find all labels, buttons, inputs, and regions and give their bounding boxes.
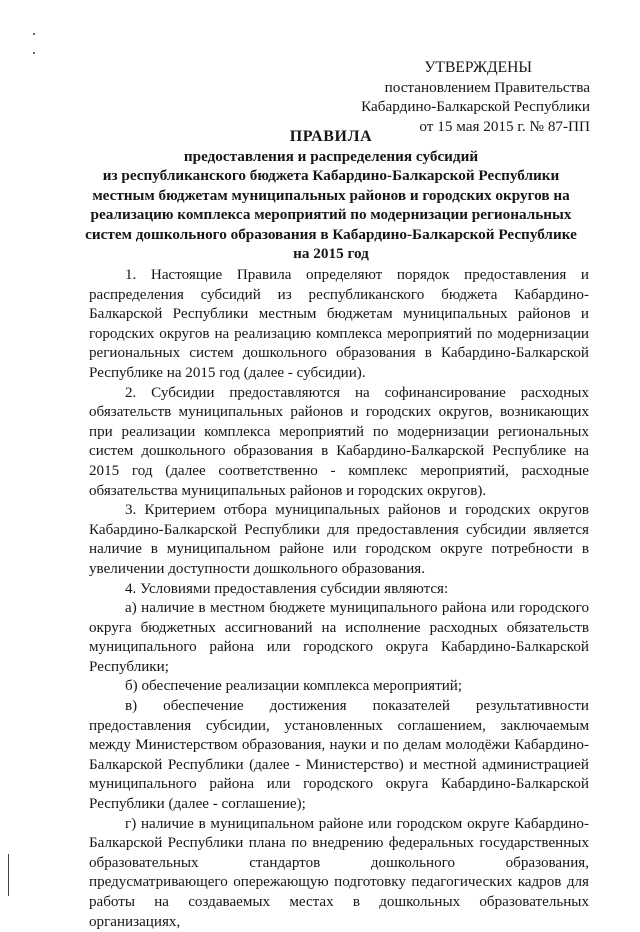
paragraph-4g: г) наличие в муниципальном районе или городском округе Кабардино-Балкарской Республики плана по внедрению федеральных государственных образовательных стандартов дошкольного образования, предусматривающего опережающую подготовку педагогических кадров для работы на создаваемых местах в дошкольных образовательных организациях, xyxy=(89,815,589,930)
paragraph-1: 1. Настоящие Правила определяют порядок предоставления и распределения субсидий из республиканского бюджета Кабардино-Балкарской Республики местным бюджетам муниципальных районов и городских округов на реализацию комплекса мероприятий по модернизации региональных систем дошкольного образования в Кабардино-Балкарской Республике на 2015 год (далее - субсидии). xyxy=(89,267,589,381)
approval-heading: УТВЕРЖДЕНЫ xyxy=(424,59,532,76)
title-main: ПРАВИЛА xyxy=(289,128,373,145)
document-body xyxy=(89,266,589,932)
approval-line: Кабардино-Балкарской Республики xyxy=(361,98,590,115)
document-title xyxy=(84,127,578,264)
paragraph-3: 3. Критерием отбора муниципальных районов и городских округов Кабардино-Балкарской Республики для предоставления субсидии является наличие в муниципальном районе или городском округе потребности в увеличении доступности дошкольного образования. xyxy=(89,502,589,577)
scan-dot-mark xyxy=(33,52,35,54)
title-line: реализацию комплекса мероприятий по модернизации региональных xyxy=(90,206,572,223)
approval-block xyxy=(330,58,590,136)
scan-dot-mark xyxy=(33,33,35,35)
title-line: систем дошкольного образования в Кабардино-Балкарской Республике xyxy=(85,225,577,243)
paragraph-4a: а) наличие в местном бюджете муниципального района или городского округа бюджетных ассигнований на исполнение расходных обязательств муниципального района или городского округа Кабардино-Балкарской Республики; xyxy=(89,600,589,675)
approval-line: от 15 мая 2015 г. № 87-ПП xyxy=(419,117,590,135)
paragraph-4: 4. Условиями предоставления субсидии являются: xyxy=(125,580,449,597)
title-line: местным бюджетам муниципальных районов и городских округов на xyxy=(92,186,570,204)
title-line: из республиканского бюджета Кабардино-Балкарской Республики xyxy=(102,167,560,184)
paragraph-2: 2. Субсидии предоставляются на софинансирование расходных обязательств муниципальных районов и городских округов, возникающих при реализации комплекса мероприятий по модернизации региональных систем дошкольного образования в Кабардино-Балкарской Республике на 2015 год (далее соответственно - комплекс мероприятий, расходные обязательства муниципальных районов и городских округов). xyxy=(89,384,589,499)
title-line: на 2015 год xyxy=(293,245,369,262)
paragraph-4v: в) обеспечение достижения показателей результативности предоставления субсидии, установленных соглашением, заключаемым между Министерством образования, науки и по делам молодёжи Кабардино-Балкарской Республики (далее - Министерство) и местной администрацией муниципального района или городского округа Кабардино-Балкарской Республики (далее - соглашение); xyxy=(89,698,589,813)
paragraph-4b: б) обеспечение реализации комплекса мероприятий; xyxy=(125,678,463,695)
scan-edge-line xyxy=(8,854,9,896)
approval-line: постановлением Правительства xyxy=(384,78,590,96)
title-line: предоставления и распределения субсидий xyxy=(183,147,479,165)
